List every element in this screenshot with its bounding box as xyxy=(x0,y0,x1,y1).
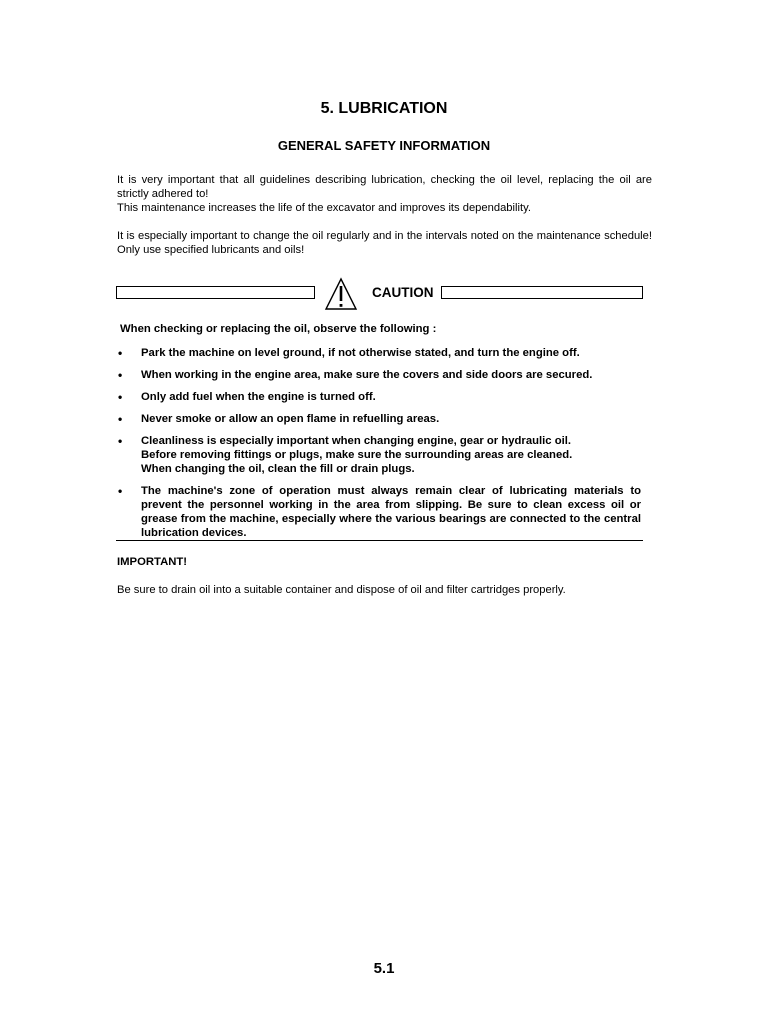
paragraph-line: This maintenance increases the life of the excavator and improves its dependability. xyxy=(117,202,531,214)
intro-paragraph-2 xyxy=(117,229,652,257)
list-item-text: Only add fuel when the engine is turned off. xyxy=(141,391,376,403)
list-item xyxy=(116,390,641,404)
bullet-icon: • xyxy=(118,390,123,404)
bullet-icon: • xyxy=(118,412,123,426)
paragraph-line: It is especially important to change the oil regularly and in the intervals noted on the maintenance schedule! Only use specified lubricants and oils! xyxy=(117,230,652,256)
list-item-text: The machine's zone of operation must always remain clear of lubricating materials to prevent the personnel working in the area from slipping. Be sure to clean excess oil or grease from the machine, especially where the various bearings are connected to the central lubrication devices. xyxy=(141,485,641,539)
paragraph-line: It is very important that all guidelines describing lubrication, checking the oil level, replacing the oil are strictly adhered to! xyxy=(117,174,652,200)
caution-banner xyxy=(116,277,643,311)
intro-paragraph-1 xyxy=(117,173,652,215)
list-item-text: When working in the engine area, make sure the covers and side doors are secured. xyxy=(141,369,593,381)
important-text: Be sure to drain oil into a suitable container and dispose of oil and filter cartridges properly. xyxy=(117,584,566,596)
important-heading: IMPORTANT! xyxy=(117,556,188,568)
page-title: 5. LUBRICATION xyxy=(320,100,448,117)
bullet-icon: • xyxy=(118,434,123,448)
caution-bar-left xyxy=(116,286,315,299)
list-item xyxy=(116,412,641,426)
bullet-icon: • xyxy=(118,484,123,498)
caution-divider xyxy=(116,540,643,541)
list-item xyxy=(116,434,641,476)
list-item-text: Never smoke or allow an open flame in refuelling areas. xyxy=(141,413,440,425)
page-number: 5.1 xyxy=(373,960,395,977)
list-item xyxy=(116,484,641,540)
caution-intro: When checking or replacing the oil, observe the following : xyxy=(120,323,437,335)
warning-triangle-icon xyxy=(324,277,358,311)
list-item-text: Park the machine on level ground, if not otherwise stated, and turn the engine off. xyxy=(141,347,580,359)
section-title: GENERAL SAFETY INFORMATION xyxy=(277,138,491,153)
list-item-text: Cleanliness is especially important when changing engine, gear or hydraulic oil. xyxy=(141,435,572,447)
bullet-icon: • xyxy=(118,368,123,382)
caution-list xyxy=(116,346,641,548)
caution-bar-right xyxy=(441,286,643,299)
list-item-text: When changing the oil, clean the fill or drain plugs. xyxy=(141,463,415,475)
bullet-icon: • xyxy=(118,346,123,360)
list-item-text: Before removing fittings or plugs, make sure the surrounding areas are cleaned. xyxy=(141,449,573,461)
caution-label: CAUTION xyxy=(372,285,434,300)
list-item xyxy=(116,368,641,382)
list-item xyxy=(116,346,641,360)
